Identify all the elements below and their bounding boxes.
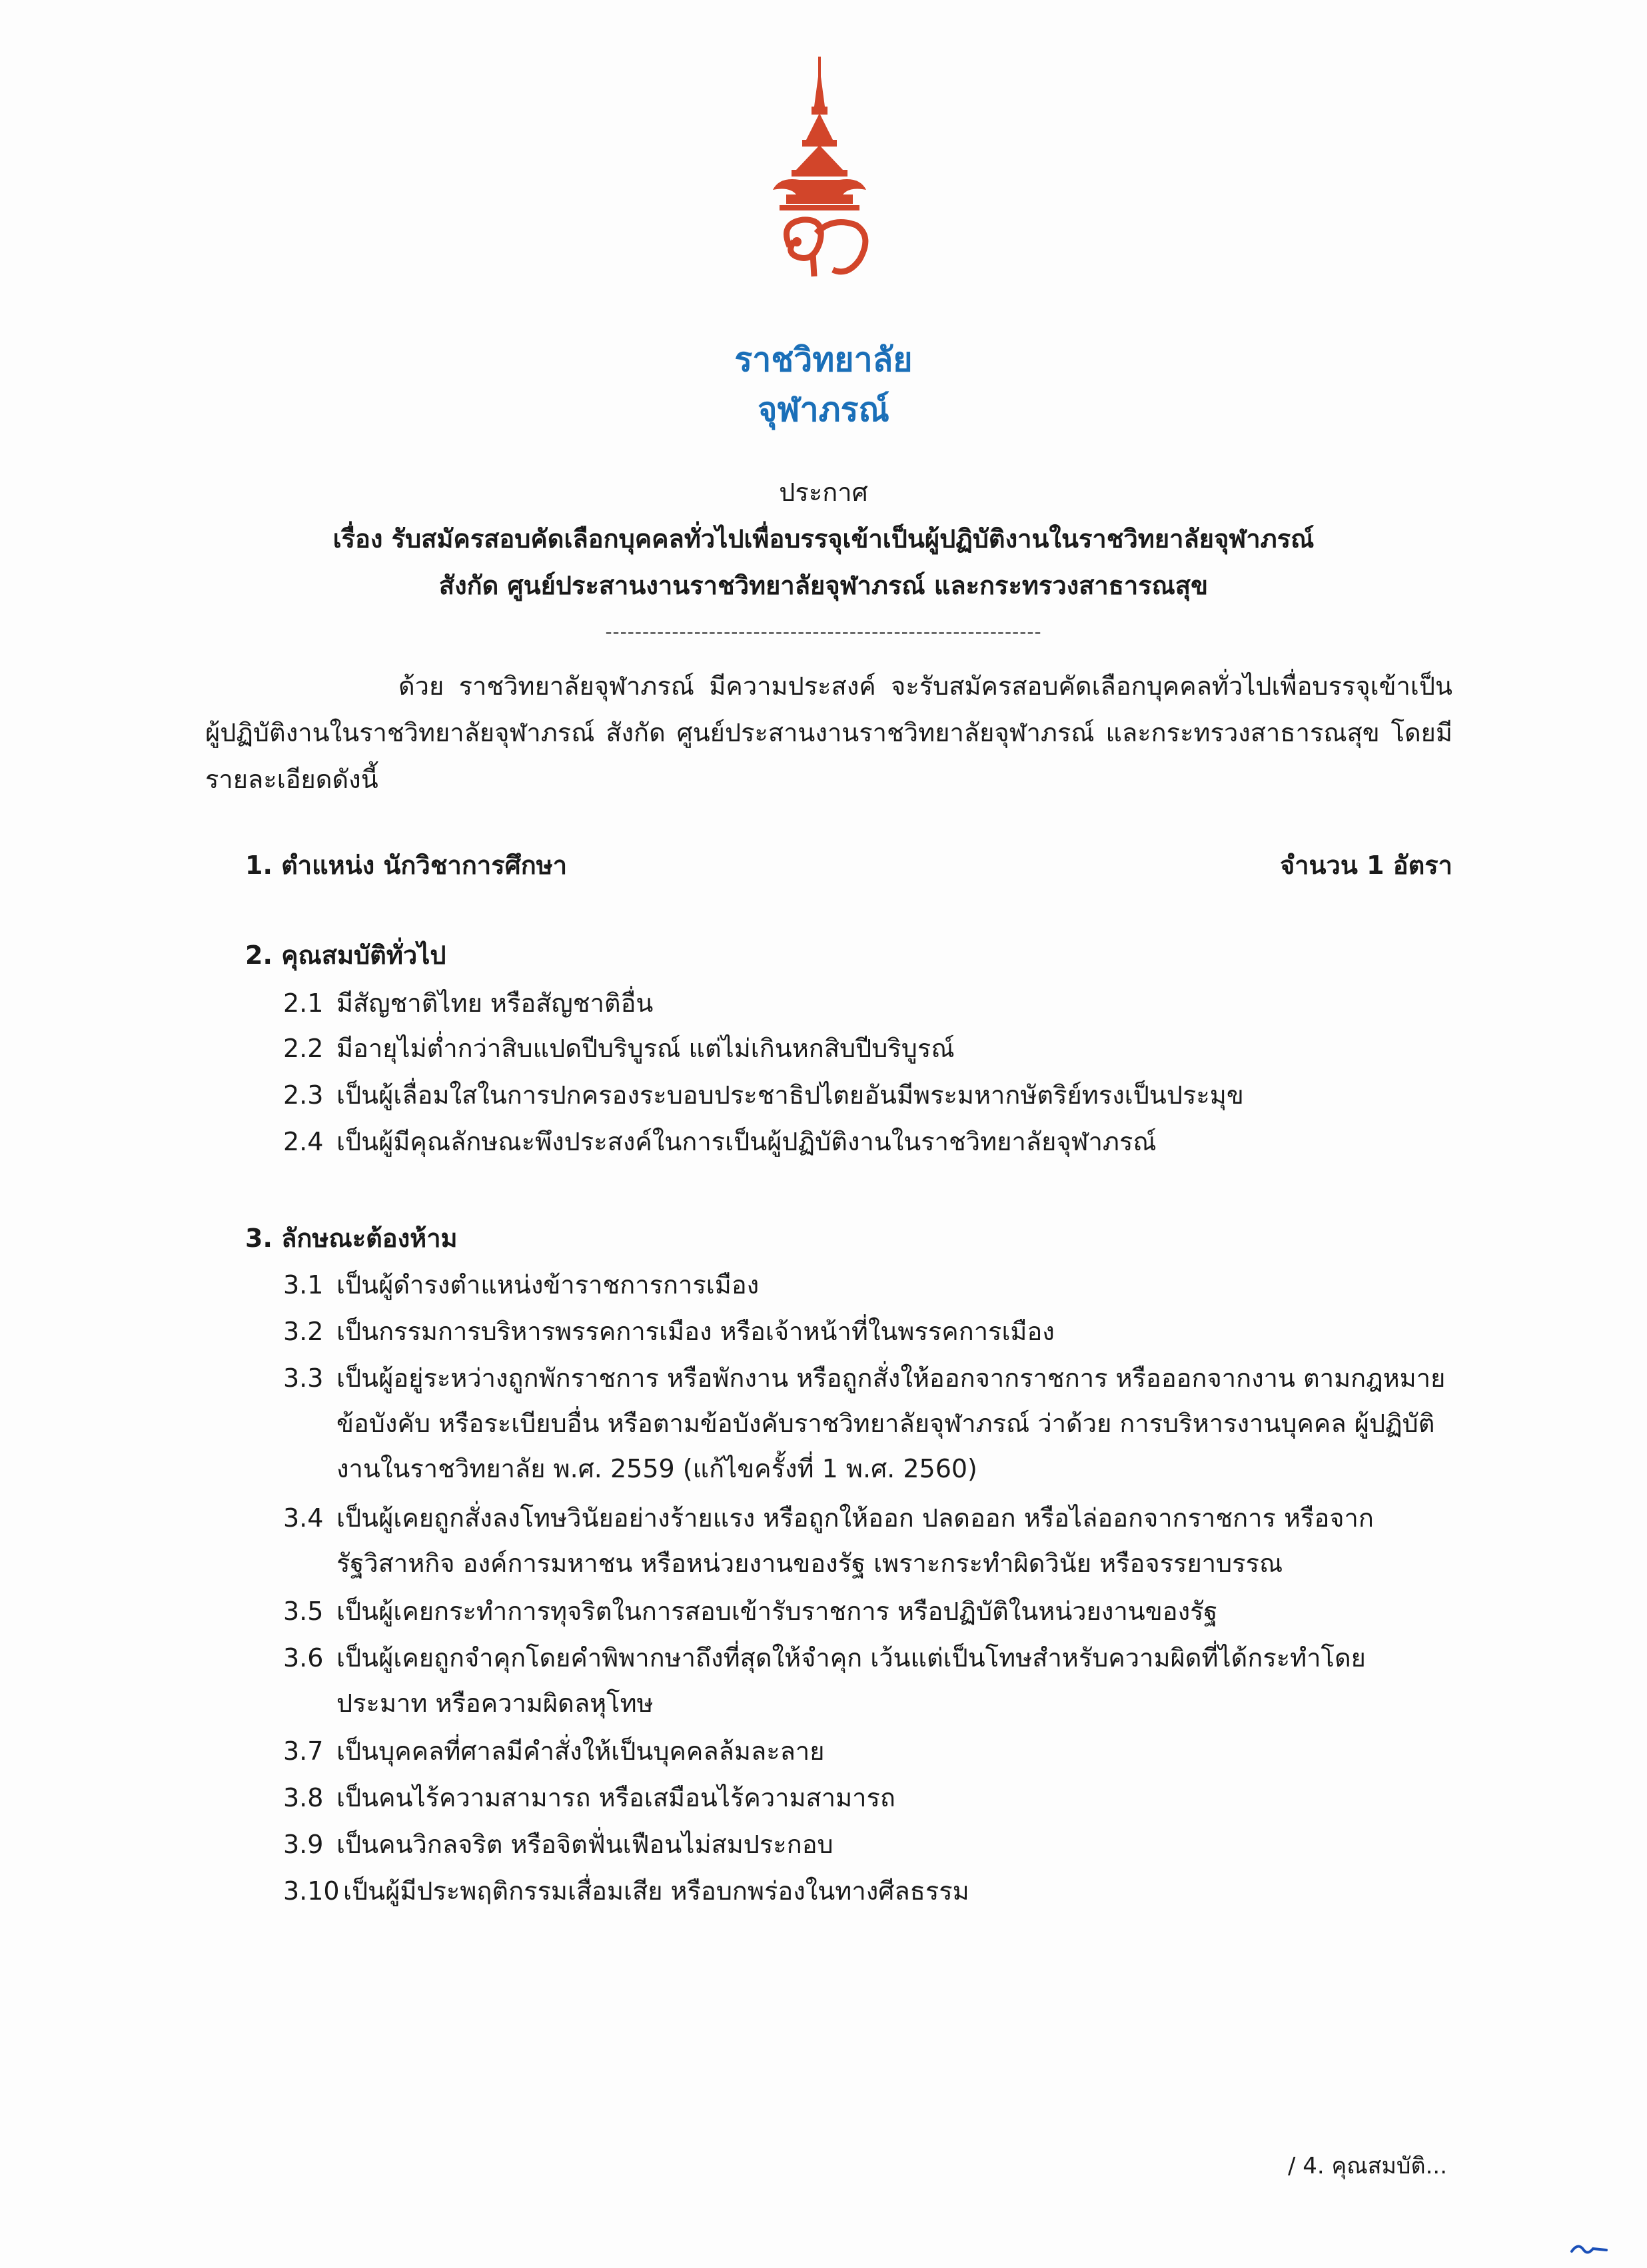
list-item xyxy=(283,1728,1456,1774)
list-item xyxy=(283,1589,1456,1634)
list-item xyxy=(283,1026,1456,1071)
list-item xyxy=(283,1868,1456,1914)
item-number: 3.5 xyxy=(283,1597,324,1626)
list-item xyxy=(283,1355,1456,1491)
item-text: เป็นคนไร้ความสามารถ หรือเสมือนไร้ความสามารถ xyxy=(336,1783,895,1812)
item-text: มีสัญชาติไทย หรือสัญชาติอื่น xyxy=(336,988,654,1018)
item-number: 3.9 xyxy=(283,1830,324,1859)
list-item xyxy=(283,1309,1456,1354)
divider: ----------------------------------------------------------- xyxy=(605,621,1042,643)
item-number: 2.4 xyxy=(283,1127,324,1156)
intro-text: ด้วย ราชวิทยาลัยจุฬาภรณ์ มีความประสงค์ จะรับสมัครสอบคัดเลือกบุคคลทั่วไปเพื่อบรรจุเข้าเป็น ผู้ปฏิบัติงานในราชวิทยาลัยจุฬาภรณ์ สังกัด ศูนย์ประสานงานราชวิทยาลัยจุฬาภรณ์ และกระทรวงสาธารณสุข โดยมีรายละเอียดดังนี้ xyxy=(205,671,1452,794)
royal-crown-monogram-icon xyxy=(733,53,906,313)
item-text: เป็นคนวิกลจริต หรือจิตฟั่นเฟือนไม่สมประกอบ xyxy=(336,1830,833,1859)
item-text: เป็นผู้ดำรงตำแหน่งข้าราชการการเมือง xyxy=(336,1270,760,1300)
item-number: 3.8 xyxy=(283,1783,324,1812)
item-text: เป็นกรรมการบริหารพรรคการเมือง หรือเจ้าหน้าที่ในพรรคการเมือง xyxy=(336,1317,1055,1346)
list-item xyxy=(283,1072,1456,1118)
org-name-line1: ราชวิทยาลัย xyxy=(734,340,913,379)
item-text: เป็นบุคคลที่ศาลมีคำสั่งให้เป็นบุคคลล้มละลาย xyxy=(336,1736,825,1766)
item-text: มีอายุไม่ต่ำกว่าสิบแปดปีบริบูรณ์ แต่ไม่เกินหกสิบปีบริบูรณ์ xyxy=(336,1034,955,1063)
item-number: 2.2 xyxy=(283,1034,324,1063)
intro-paragraph xyxy=(205,663,1452,803)
handwritten-initial-mark-icon xyxy=(1569,2238,1609,2258)
item-text: เป็นผู้เคยถูกจำคุกโดยคำพิพากษาถึงที่สุดให้จำคุก เว้นแต่เป็นโทษสำหรับความผิดที่ได้กระทำโดยประมาท หรือความผิดลหุโทษ xyxy=(336,1643,1366,1718)
list-item xyxy=(283,1262,1456,1308)
next-page-note: / 4. คุณสมบัติ... xyxy=(1287,2153,1447,2179)
section1-heading: 1. ตำแหน่ง นักวิชาการศึกษา xyxy=(245,851,568,880)
item-number: 3.1 xyxy=(283,1270,324,1300)
item-number: 3.4 xyxy=(283,1503,324,1533)
item-number: 2.1 xyxy=(283,988,324,1018)
item-number: 3.10 xyxy=(283,1876,340,1906)
item-text: เป็นผู้อยู่ระหว่างถูกพักราชการ หรือพักงาน หรือถูกสั่งให้ออกจากราชการ หรือออกจากงาน ตามกฎหมาย ข้อบังคับ หรือระเบียบอื่น หรือตามข้อบังคับราชวิทยาลัยจุฬาภรณ์ ว่าด้วย การบริหารงานบุคคล ผู้ปฏิบัติงานในราชวิทยาลัย พ.ศ. 2559 (แก้ไขครั้งที่ 1 พ.ศ. 2560) xyxy=(336,1363,1446,1483)
item-number: 3.3 xyxy=(283,1363,324,1393)
list-item xyxy=(283,1822,1456,1867)
item-number: 2.3 xyxy=(283,1080,324,1110)
list-item xyxy=(283,1775,1456,1820)
item-number: 3.6 xyxy=(283,1643,324,1673)
announcement-title: ประกาศ xyxy=(779,478,868,507)
item-text: เป็นผู้เคยกระทำการทุจริตในการสอบเข้ารับราชการ หรือปฏิบัติในหน่วยงานของรัฐ xyxy=(336,1597,1218,1626)
position-count: จำนวน 1 อัตรา xyxy=(1279,851,1452,880)
list-item xyxy=(283,1119,1456,1164)
subject-line-2: สังกัด ศูนย์ประสานงานราชวิทยาลัยจุฬาภรณ์ และกระทรวงสาธารณสุข xyxy=(438,571,1209,600)
item-text: เป็นผู้เลื่อมใสในการปกครองระบอบประชาธิปไตยอันมีพระมหากษัตริย์ทรงเป็นประมุข xyxy=(336,1080,1244,1110)
item-number: 3.7 xyxy=(283,1736,324,1766)
section3-heading: 3. ลักษณะต้องห้าม xyxy=(245,1224,458,1253)
list-item xyxy=(283,980,1456,1026)
item-number: 3.2 xyxy=(283,1317,324,1346)
item-text: เป็นผู้มีประพฤติกรรมเสื่อมเสีย หรือบกพร่องในทางศีลธรรม xyxy=(343,1876,969,1906)
list-item xyxy=(283,1635,1456,1726)
item-text: เป็นผู้เคยถูกสั่งลงโทษวินัยอย่างร้ายแรง หรือถูกให้ออก ปลดออก หรือไล่ออกจากราชการ หรือจากรัฐวิสาหกิจ องค์การมหาชน หรือหน่วยงานของรัฐ เพราะกระทำผิดวินัย หรือจรรยาบรรณ xyxy=(336,1503,1374,1578)
list-item xyxy=(283,1495,1456,1586)
section2-heading: 2. คุณสมบัติทั่วไป xyxy=(245,941,446,970)
subject-line-1: เรื่อง รับสมัครสอบคัดเลือกบุคคลทั่วไปเพื่อบรรจุเข้าเป็นผู้ปฏิบัติงานในราชวิทยาลัยจุฬาภรณ์ xyxy=(332,524,1315,554)
org-name-line2: จุฬาภรณ์ xyxy=(758,390,889,429)
item-text: เป็นผู้มีคุณลักษณะพึงประสงค์ในการเป็นผู้ปฏิบัติงานในราชวิทยาลัยจุฬาภรณ์ xyxy=(336,1127,1157,1156)
